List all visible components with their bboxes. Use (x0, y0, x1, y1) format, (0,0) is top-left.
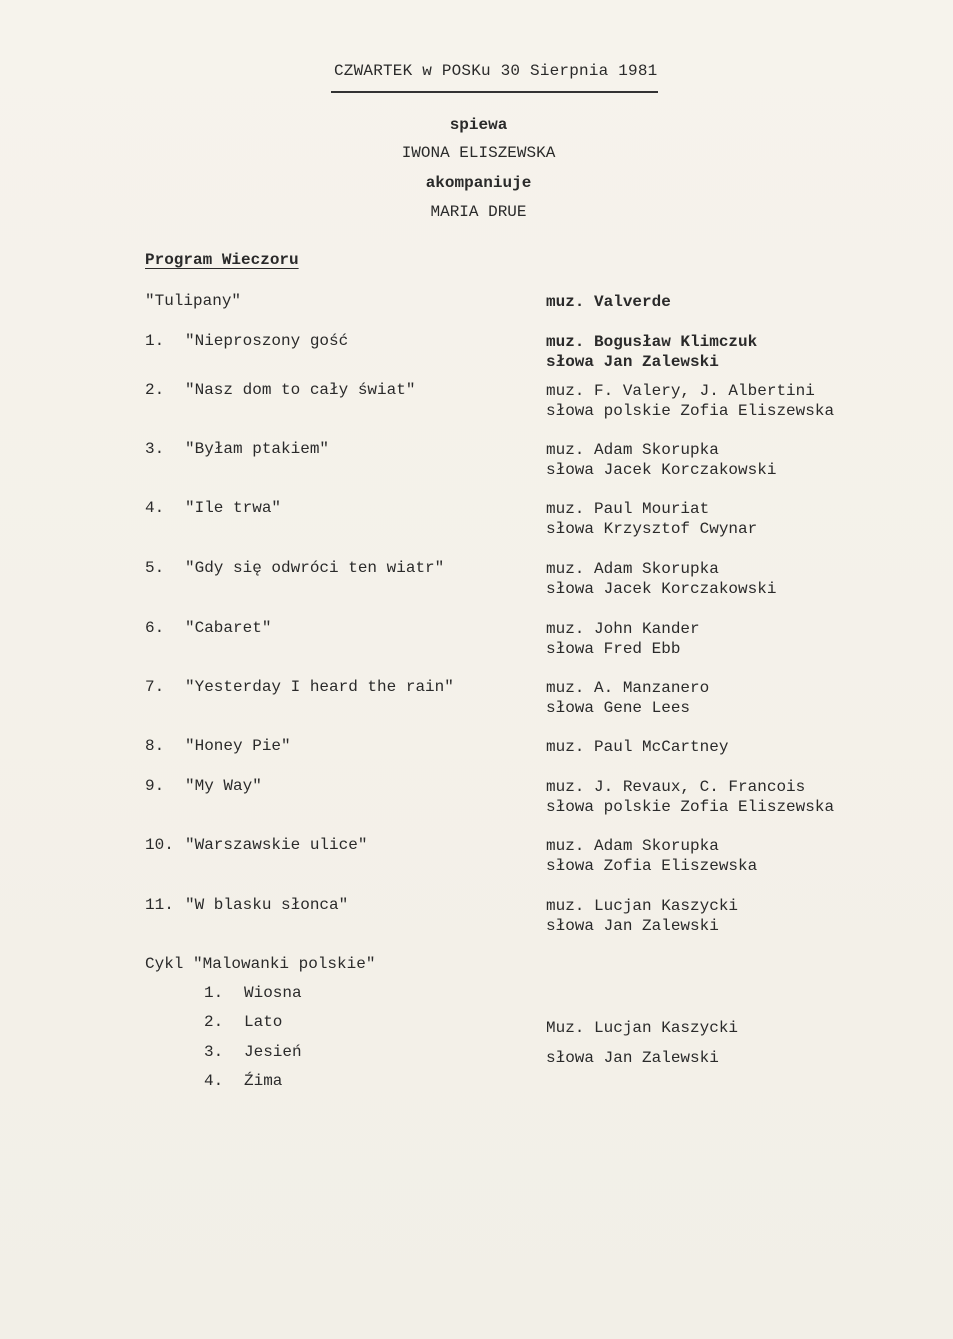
song-number: 9. (145, 777, 165, 795)
song-title: "Nieproszony gość (185, 332, 349, 350)
song-row (145, 896, 348, 914)
song-row (145, 499, 281, 517)
performer-name: IWONA ELISZEWSKA (401, 144, 556, 162)
credit-music: muz. A. Manzanero (546, 679, 710, 697)
credit-music: muz. John Kander (546, 620, 700, 638)
song-row (145, 678, 454, 696)
song-title: "Ile trwa" (185, 499, 282, 517)
cycle-item (204, 1043, 302, 1061)
song-number: 11. (145, 896, 174, 914)
cycle-item-number: 2. (204, 1013, 224, 1031)
song-title: "Gdy się odwróci ten wiatr" (185, 559, 445, 577)
cycle-item-number: 3. (204, 1043, 224, 1061)
credit-music: muz. Bogusław Klimczuk (546, 333, 758, 351)
song-title: "W blasku słonca" (185, 896, 349, 914)
cycle-item (204, 984, 302, 1002)
credit-lyrics: słowa Jan Zalewski (546, 353, 719, 371)
song-credit (546, 836, 757, 876)
cycle-heading: Cykl "Malowanki polskie" (145, 955, 376, 973)
accompanist-name: MARIA DRUE (430, 203, 527, 221)
cycle-item-label: Wiosna (244, 984, 302, 1002)
song-title: "Yesterday I heard the rain" (185, 678, 454, 696)
song-title-opener: "Tulipany" (145, 292, 242, 310)
cycle-item-label: Lato (244, 1013, 283, 1031)
credit-music: muz. Paul McCartney (546, 738, 729, 756)
song-row (145, 559, 444, 577)
song-row (145, 836, 367, 854)
credit-music: muz. Paul Mouriat (546, 500, 710, 518)
document-title: CZWARTEK w POSKu 30 Sierpnia 1981 (334, 62, 658, 80)
song-credit (546, 440, 776, 480)
credit-music: muz. Adam Skorupka (546, 441, 719, 459)
credit-lyrics: słowa Jan Zalewski (546, 917, 719, 935)
song-number: 8. (145, 737, 165, 755)
song-title: "Warszawskie ulice" (185, 836, 368, 854)
cycle-item-number: 4. (204, 1072, 224, 1090)
song-credit (546, 559, 776, 599)
song-credit (546, 777, 834, 817)
credit-lyrics: słowa Krzysztof Cwynar (546, 520, 758, 538)
song-credit (546, 737, 728, 757)
credit-lyrics: słowa polskie Zofia Eliszewska (546, 402, 835, 420)
credit-lyrics: słowa Gene Lees (546, 699, 691, 717)
song-row (145, 737, 291, 755)
song-number: 10. (145, 836, 174, 854)
cycle-item-label: Jesień (244, 1043, 302, 1061)
credit-lyrics: słowa Fred Ebb (546, 640, 681, 658)
cycle-item (204, 1013, 282, 1031)
song-credit (546, 678, 709, 718)
cycle-item-number: 1. (204, 984, 224, 1002)
song-row (145, 381, 415, 399)
program-heading: Program Wieczoru (145, 251, 299, 269)
song-number: 6. (145, 619, 165, 637)
cycle-item (204, 1072, 282, 1090)
song-row (145, 777, 262, 795)
credit-lyrics: słowa polskie Zofia Eliszewska (546, 798, 835, 816)
song-title: "Nasz dom to cały świat" (185, 381, 416, 399)
song-number: 1. (145, 332, 165, 350)
song-number: 2. (145, 381, 165, 399)
credit-music: muz. Adam Skorupka (546, 560, 719, 578)
credit-music: muz. Lucjan Kaszycki (546, 897, 739, 915)
song-credit (546, 381, 834, 421)
performer-role: spiewa (449, 116, 508, 134)
song-credit (546, 499, 757, 539)
credit-music: muz. J. Revaux, C. Francois (546, 778, 806, 796)
song-row (145, 440, 329, 458)
song-number: 5. (145, 559, 165, 577)
song-credit (546, 332, 757, 372)
song-row (145, 619, 271, 637)
credit-lyrics: słowa Jacek Korczakowski (546, 461, 777, 479)
credit-music: muz. Adam Skorupka (546, 837, 719, 855)
song-credit (546, 896, 738, 936)
cycle-item-label: Źima (244, 1072, 283, 1090)
accompanist-role: akompaniuje (425, 174, 532, 192)
credit-music: Muz. Lucjan Kaszycki (546, 1019, 739, 1037)
song-title: "Honey Pie" (185, 737, 291, 755)
credit-lyrics: słowa Jacek Korczakowski (546, 580, 777, 598)
credit-lyrics: słowa Zofia Eliszewska (546, 857, 758, 875)
song-title: "Cabaret" (185, 619, 272, 637)
credit-music: muz. F. Valery, J. Albertini (546, 382, 815, 400)
credit-music: muz. Valverde (546, 293, 671, 311)
song-title: "My Way" (185, 777, 262, 795)
song-credit (546, 619, 700, 659)
song-number: 7. (145, 678, 165, 696)
credit-lyrics: słowa Jan Zalewski (546, 1049, 719, 1067)
song-row (145, 332, 348, 350)
song-number: 4. (145, 499, 165, 517)
song-number: 3. (145, 440, 165, 458)
song-title: "Byłam ptakiem" (185, 440, 330, 458)
title-underline (331, 91, 658, 93)
song-credit-opener (546, 292, 671, 312)
cycle-credit (546, 1013, 738, 1073)
